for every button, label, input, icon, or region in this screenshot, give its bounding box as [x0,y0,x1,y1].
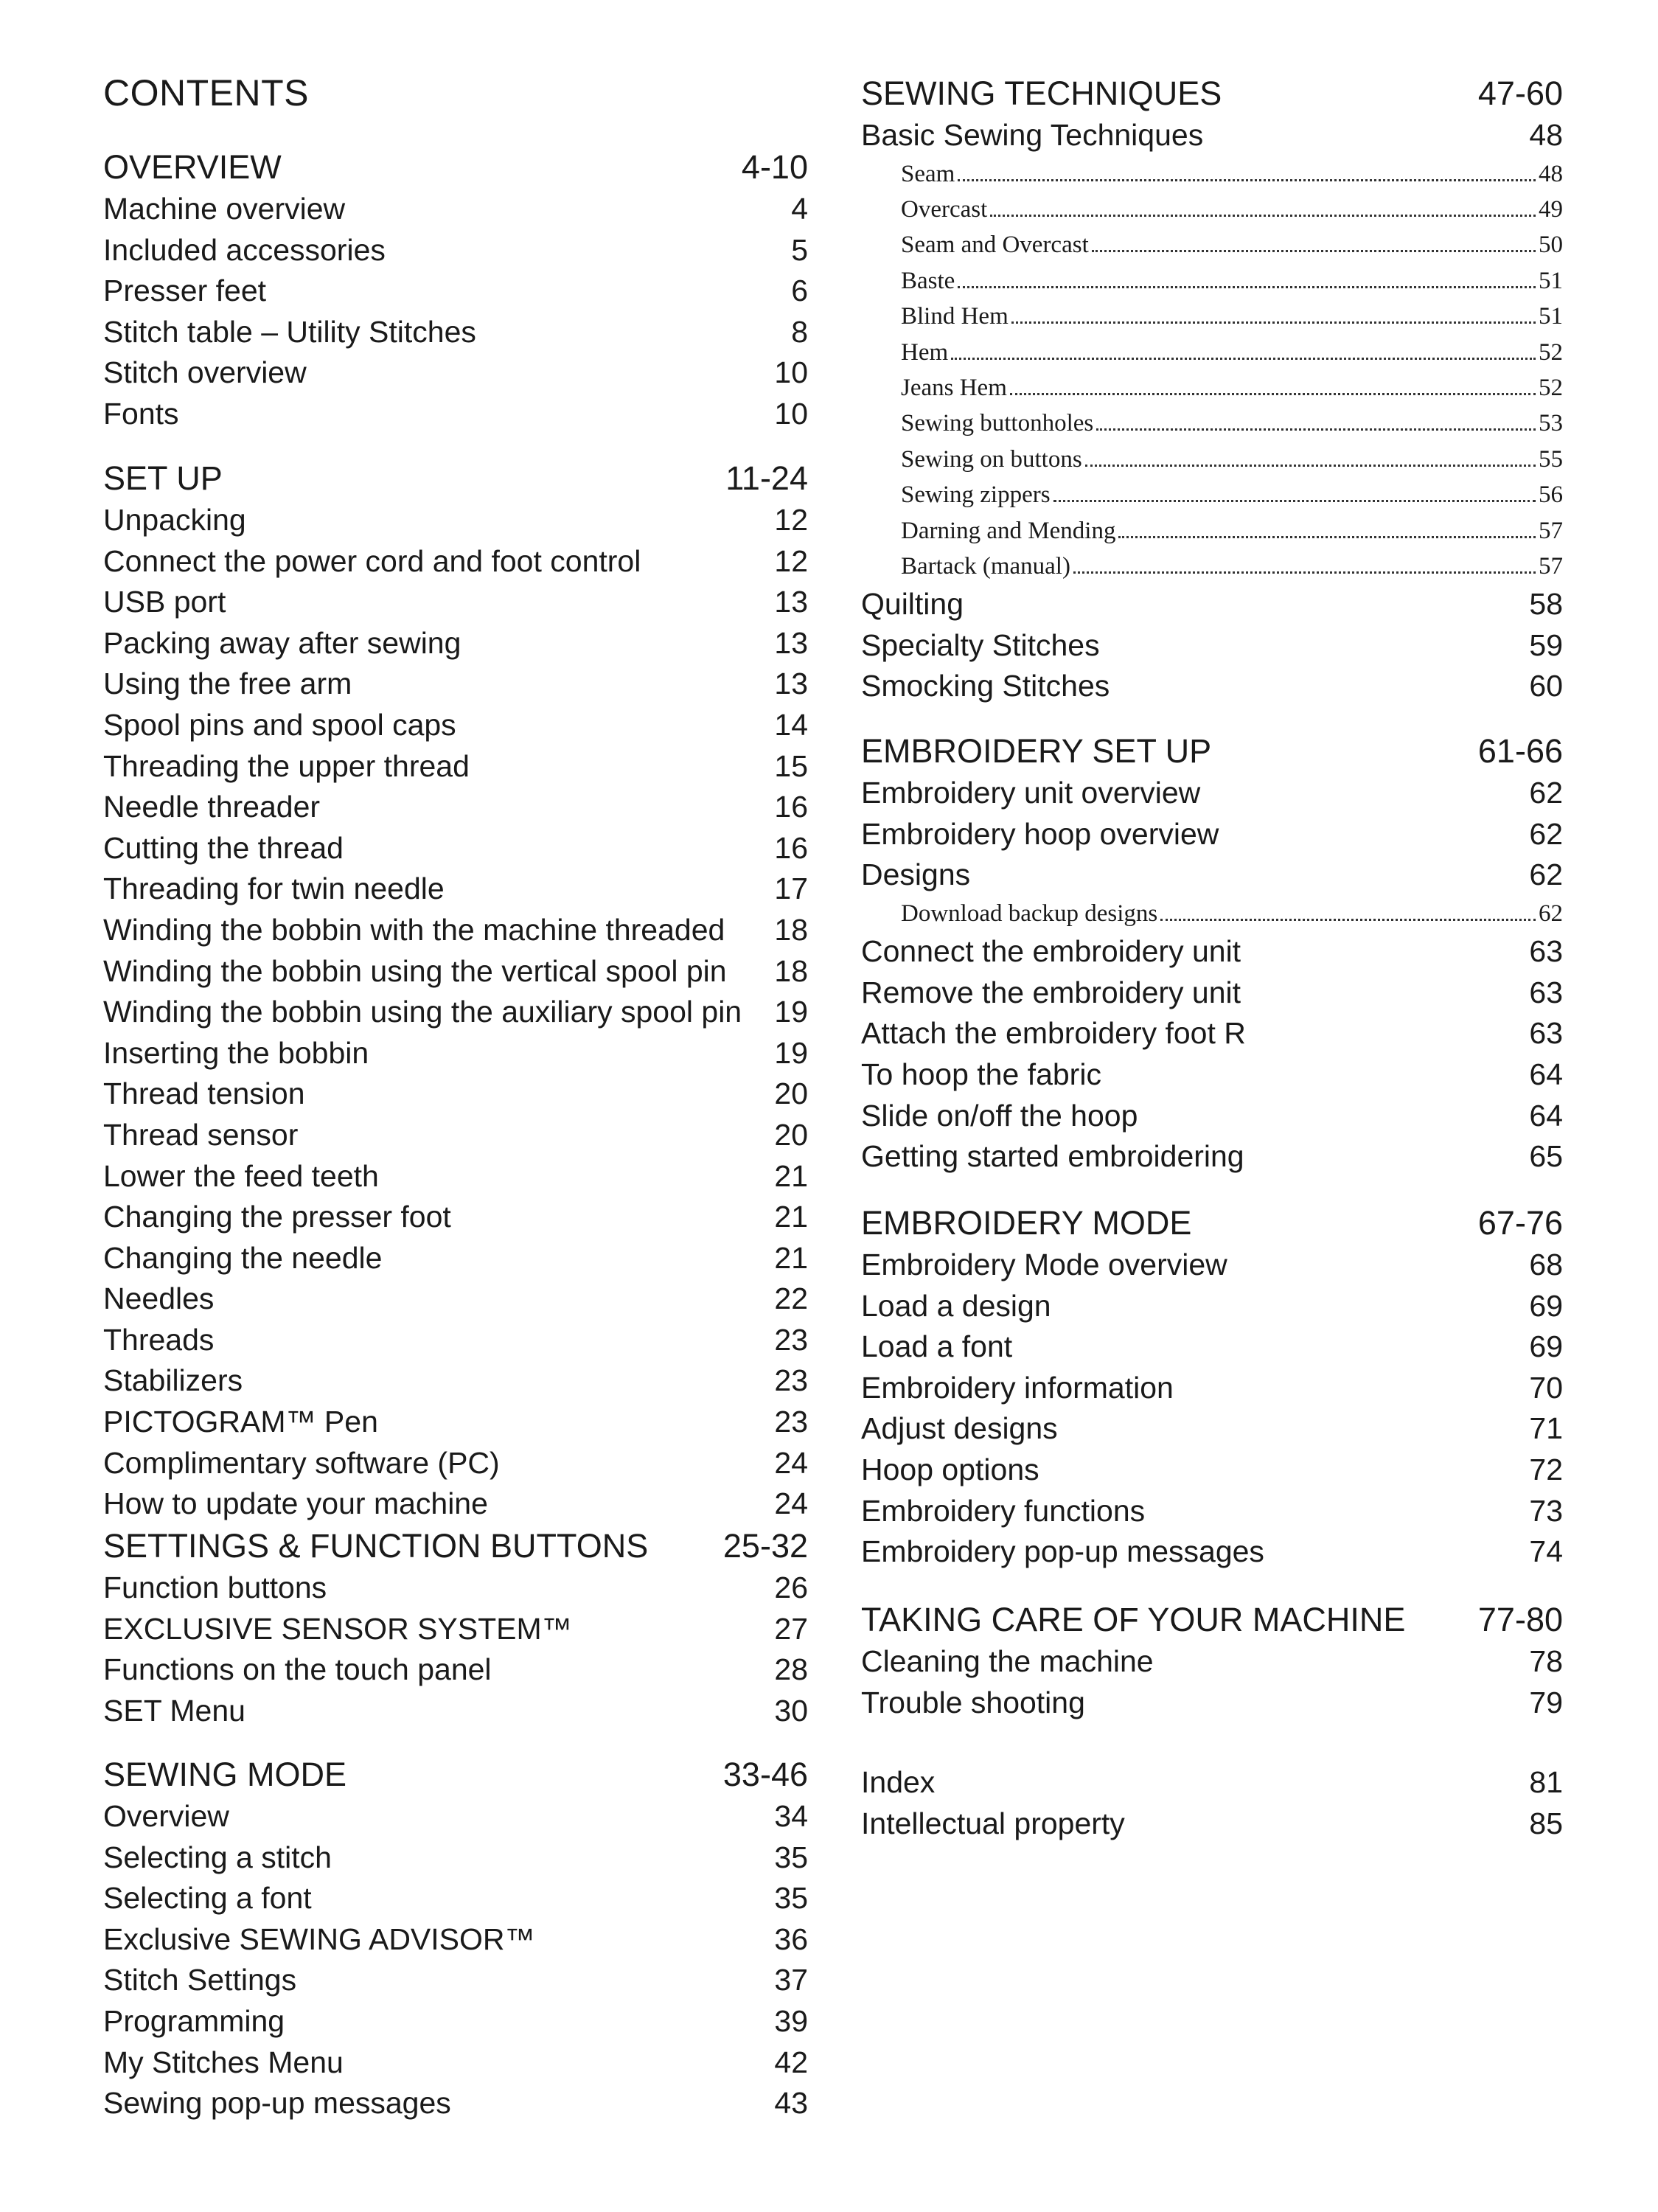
entry-label: Connect the embroidery unit [861,934,1241,969]
entry-label: Embroidery pop-up messages [861,1534,1264,1569]
toc-section [861,1202,1563,1573]
toc-entry[interactable] [861,1326,1563,1368]
toc-entry[interactable] [861,1491,1563,1532]
entry-label: EXCLUSIVE SENSOR SYSTEM™ [103,1611,572,1646]
entry-page-number: 64 [1529,1098,1563,1133]
entry-label: Cleaning the machine [861,1644,1154,1678]
toc-entry[interactable] [103,1960,808,2001]
entry-label: PICTOGRAM™ Pen [103,1405,378,1439]
entry-page-number: 65 [1529,1139,1563,1174]
toc-entry[interactable] [103,1156,808,1197]
toc-entry[interactable] [103,1074,808,1115]
entry-label: Smocking Stitches [861,669,1110,703]
toc-entry[interactable] [103,910,808,951]
subentry-label: Bartack (manual) [901,552,1070,580]
toc-entry[interactable] [103,2001,808,2042]
entry-label: Unpacking [103,503,246,537]
dot-leader [990,215,1536,217]
entry-page-number: 24 [774,1445,808,1480]
subentry-page-number: 50 [1539,232,1563,259]
toc-entry[interactable] [861,1368,1563,1409]
entry-page-number: 78 [1529,1644,1563,1678]
entry-page-number: 81 [1529,1765,1563,1799]
subentry-page-number: 53 [1539,410,1563,437]
entry-page-number: 62 [1529,776,1563,810]
toc-entry[interactable] [861,1286,1563,1327]
entry-label: Threading for twin needle [103,872,445,906]
toc-entry[interactable] [103,1919,808,1961]
toc-entry[interactable] [103,1238,808,1279]
toc-entry[interactable] [861,855,1563,896]
entry-label: Programming [103,2003,285,2038]
entry-label: Function buttons [103,1571,327,1604]
entry-label: Winding the bobbin using the vertical spool pin [103,953,727,988]
entry-page-number: 63 [1529,934,1563,969]
entry-label: Quilting [861,587,964,622]
entry-page-number: 23 [774,1405,808,1439]
toc-entry[interactable] [103,1649,808,1691]
toc-entry[interactable] [861,1054,1563,1096]
subentry-label: Hem [901,338,949,366]
toc-section [103,146,808,435]
entry-page-number: 79 [1529,1685,1563,1719]
entry-label: Complimentary software (PC) [103,1445,500,1480]
entry-label: Basic Sewing Techniques [861,118,1204,152]
dot-leader [958,286,1536,288]
entry-label: Fonts [103,396,179,431]
subentry-page-number: 55 [1539,445,1563,473]
entry-label: Exclusive SEWING ADVISOR™ [103,1921,535,1956]
dot-leader [1096,428,1536,431]
subentry-page-number: 56 [1539,481,1563,509]
entry-page-number: 63 [1529,975,1563,1009]
entry-page-number: 21 [774,1158,808,1193]
entry-page-number: 4 [791,192,808,226]
entry-page-number: 47-60 [1477,74,1563,112]
entry-label: Designs [861,858,971,892]
entry-label: SET Menu [103,1693,245,1728]
entry-page-number: 15 [774,748,808,783]
toc-entry[interactable] [103,352,808,394]
entry-label: Needle threader [103,790,321,824]
entry-label: How to update your machine [103,1486,488,1521]
subentry-page-number: 51 [1539,303,1563,330]
toc-entry[interactable] [861,973,1563,1014]
toc-entry[interactable] [861,1450,1563,1491]
toc-entry[interactable] [103,787,808,828]
entry-page-number: 72 [1529,1452,1563,1486]
entry-page-number: 16 [774,790,808,824]
toc-entry[interactable] [103,1878,808,1919]
entry-label: Embroidery hoop overview [861,816,1219,851]
subentry-label: Overcast [901,195,988,223]
entry-page-number: 25-32 [722,1527,808,1565]
entry-page-number: 43 [774,2086,808,2121]
toc-entry[interactable] [103,541,808,582]
entry-label: Winding the bobbin with the machine threaded [103,912,725,947]
toc-entry[interactable] [861,814,1563,855]
entry-page-number: 10 [774,355,808,390]
entry-page-number: 19 [774,995,808,1029]
entry-page-number: 68 [1529,1248,1563,1281]
entry-page-number: 58 [1529,587,1563,622]
subentry-label: Download backup designs [901,900,1158,927]
entry-label: Selecting a font [103,1881,312,1916]
entry-page-number: 18 [774,912,808,947]
entry-page-number: 60 [1529,669,1563,703]
entry-page-number: 11-24 [725,459,808,497]
entry-page-number: 8 [791,314,808,349]
entry-label: Load a design [861,1288,1051,1323]
entry-page-number: 74 [1529,1534,1563,1569]
entry-page-number: 64 [1529,1057,1563,1091]
entry-label: Remove the embroidery unit [861,975,1241,1009]
toc-entry[interactable] [103,1568,808,1609]
entry-label: EMBROIDERY SET UP [861,732,1212,770]
entry-page-number: 71 [1529,1411,1563,1446]
entry-page-number: 35 [774,1881,808,1916]
entry-label: Stitch table – Utility Stitches [103,314,476,349]
entry-label: Spool pins and spool caps [103,707,456,742]
toc-subentry[interactable] [901,227,1563,262]
entry-label: Connect the power cord and foot control [103,543,641,578]
section-heading[interactable] [103,1525,808,1568]
entry-label: Embroidery information [861,1370,1174,1405]
subentry-page-number: 52 [1539,374,1563,401]
entry-page-number: 6 [791,274,808,308]
toc-subentry[interactable] [901,192,1563,227]
toc-entry[interactable] [861,666,1563,707]
entry-page-number: 10 [774,396,808,431]
toc-entry[interactable] [861,115,1563,156]
entry-page-number: 12 [774,503,808,537]
entry-page-number: 21 [774,1240,808,1275]
entry-page-number: 28 [774,1652,808,1687]
toc-entry[interactable] [103,1609,808,1650]
toc-entry[interactable] [861,1804,1563,1845]
toc-entry[interactable] [103,992,808,1033]
entry-page-number: 27 [774,1611,808,1646]
toc-subentry[interactable] [901,477,1563,512]
toc-entry[interactable] [861,1683,1563,1724]
entry-page-number: 62 [1529,816,1563,851]
entry-page-number: 23 [774,1322,808,1357]
entry-page-number: 19 [774,1035,808,1070]
toc-entry[interactable] [103,1197,808,1238]
subentry-page-number: 51 [1539,267,1563,294]
toc-entry[interactable] [103,951,808,992]
toc-subentry[interactable] [901,442,1563,477]
entry-label: Included accessories [103,232,386,267]
dot-leader [958,179,1536,181]
toc-section [861,72,1563,707]
toc-entry[interactable] [861,773,1563,814]
back-matter [861,1762,1563,1844]
entry-label: Threads [103,1322,215,1357]
entry-page-number: 24 [774,1486,808,1521]
toc-entry[interactable] [103,312,808,353]
entry-label: Thread tension [103,1077,305,1111]
toc-entry[interactable] [103,828,808,869]
entry-label: My Stitches Menu [103,2045,344,2079]
dot-leader [1118,536,1536,538]
entry-page-number: 22 [774,1281,808,1316]
entry-label: Embroidery Mode overview [861,1248,1227,1281]
toc-entry[interactable] [103,230,808,271]
subentry-label: Sewing buttonholes [901,410,1094,437]
toc-subentry[interactable] [901,335,1563,370]
entry-label: Index [861,1765,936,1799]
toc-subentry[interactable] [901,299,1563,334]
toc-entry[interactable] [103,746,808,787]
entry-label: Machine overview [103,192,346,226]
subentry-page-number: 52 [1539,338,1563,366]
entry-label: Trouble shooting [861,1685,1085,1719]
toc-entry[interactable] [103,1796,808,1837]
section-heading[interactable] [103,457,808,500]
entry-page-number: 67-76 [1477,1204,1563,1242]
dot-leader [1085,465,1536,467]
entry-label: Using the free arm [103,667,352,701]
entry-page-number: 13 [774,667,808,701]
entry-label: Adjust designs [861,1411,1058,1446]
entry-label: SET UP [103,459,223,497]
entry-page-number: 34 [774,1799,808,1833]
toc-entry[interactable] [861,1531,1563,1573]
entry-label: Slide on/off the hoop [861,1098,1138,1133]
entry-page-number: 16 [774,830,808,865]
entry-label: USB port [103,585,226,619]
entry-label: Embroidery unit overview [861,776,1201,810]
section-heading[interactable] [861,730,1563,773]
toc-section [103,457,808,1525]
toc-entry[interactable] [103,1691,808,1732]
entry-label: Selecting a stitch [103,1840,332,1874]
entry-page-number: 70 [1529,1370,1563,1405]
entry-page-number: 61-66 [1477,732,1563,770]
entry-label: Stitch overview [103,355,307,390]
entry-page-number: 13 [774,625,808,660]
dot-leader [1053,500,1536,502]
entry-page-number: 17 [774,872,808,906]
section-heading[interactable] [861,1202,1563,1245]
toc-entry[interactable] [103,582,808,623]
entry-label: Changing the presser foot [103,1200,451,1234]
toc-entry[interactable] [103,1320,808,1361]
subentry-page-number: 49 [1539,195,1563,223]
entry-page-number: 36 [774,1921,808,1956]
entry-label: SEWING MODE [103,1756,347,1793]
entry-label: Intellectual property [861,1806,1125,1840]
entry-page-number: 77-80 [1477,1601,1563,1638]
entry-label: Attach the embroidery foot R [861,1016,1246,1051]
entry-page-number: 63 [1529,1016,1563,1051]
toc-entry[interactable] [103,1115,808,1156]
toc-entry[interactable] [103,1484,808,1525]
entry-label: Load a font [861,1329,1013,1364]
toc-section [103,1525,808,1731]
toc-section [861,730,1563,1178]
entry-label: Specialty Stitches [861,627,1100,662]
toc-subentry[interactable] [901,263,1563,299]
entry-page-number: 48 [1529,118,1563,152]
entry-page-number: 62 [1529,858,1563,892]
entry-label: SETTINGS & FUNCTION BUTTONS [103,1527,649,1565]
toc-section [103,1753,808,2124]
toc-entry[interactable] [103,2042,808,2084]
subentry-label: Sewing zippers [901,481,1051,509]
toc-entry[interactable] [861,931,1563,973]
dot-leader [951,358,1536,360]
entry-label: Hoop options [861,1452,1039,1486]
dot-leader [1092,250,1536,252]
entry-label: Lower the feed teeth [103,1158,379,1193]
subentry-page-number: 62 [1539,900,1563,927]
entry-label: OVERVIEW [103,148,282,186]
entry-label: Changing the needle [103,1240,383,1275]
entry-page-number: 23 [774,1363,808,1398]
toc-entry[interactable] [861,1013,1563,1054]
toc-subentry[interactable] [901,513,1563,549]
toc-entry[interactable] [861,1096,1563,1137]
subentry-page-number: 57 [1539,517,1563,544]
toc-section [861,1599,1563,1723]
entry-label: Needles [103,1281,215,1316]
toc-entry[interactable] [103,705,808,746]
entry-page-number: 39 [774,2003,808,2038]
toc-entry[interactable] [103,869,808,910]
toc-subentry[interactable] [901,156,1563,192]
entry-page-number: 21 [774,1200,808,1234]
toc-entry[interactable] [103,2083,808,2124]
toc-subentry[interactable] [901,549,1563,584]
entry-label: Stitch Settings [103,1963,297,1997]
toc-subentry[interactable] [901,896,1563,931]
toc-entry[interactable] [861,1641,1563,1683]
toc-entry[interactable] [103,500,808,541]
section-heading[interactable] [103,146,808,189]
entry-label: Sewing pop-up messages [103,2086,451,2121]
entry-label: Getting started embroidering [861,1139,1244,1174]
entry-page-number: 13 [774,585,808,619]
subentry-label: Seam and Overcast [901,232,1089,259]
entry-label: Stabilizers [103,1363,243,1398]
dot-leader [1073,571,1536,574]
toc-subentry[interactable] [901,406,1563,441]
toc-entry[interactable] [103,1443,808,1484]
entry-page-number: 37 [774,1963,808,1997]
entry-label: Winding the bobbin using the auxiliary spool pin [103,995,742,1029]
entry-page-number: 4-10 [741,148,808,186]
toc-entry[interactable] [103,623,808,664]
entry-page-number: 5 [791,232,808,267]
toc-entry[interactable] [861,625,1563,667]
section-heading[interactable] [861,1599,1563,1641]
entry-label: Functions on the touch panel [103,1652,492,1687]
entry-page-number: 42 [774,2045,808,2079]
toc-entry[interactable] [103,1837,808,1879]
entry-label: Overview [103,1799,229,1833]
dot-leader [1010,393,1536,395]
entry-page-number: 69 [1529,1288,1563,1323]
entry-page-number: 85 [1529,1806,1563,1840]
toc-entry[interactable] [861,1136,1563,1178]
entry-label: To hoop the fabric [861,1057,1101,1091]
entry-label: Inserting the bobbin [103,1035,369,1070]
toc-entry[interactable] [861,584,1563,625]
entry-label: TAKING CARE OF YOUR MACHINE [861,1601,1406,1638]
subentry-label: Jeans Hem [901,374,1007,401]
entry-page-number: 73 [1529,1493,1563,1528]
entry-page-number: 20 [774,1077,808,1111]
subentry-label: Darning and Mending [901,517,1116,544]
entry-label: Embroidery functions [861,1493,1146,1528]
entry-label: Threading the upper thread [103,748,470,783]
subentry-label: Blind Hem [901,303,1009,330]
toc-entry[interactable] [103,1360,808,1402]
entry-page-number: 26 [774,1571,808,1604]
toc-entry[interactable] [861,1245,1563,1286]
dot-leader [1011,321,1536,324]
entry-page-number: 59 [1529,627,1563,662]
subentry-label: Sewing on buttons [901,445,1082,473]
toc-entry[interactable] [103,1402,808,1443]
toc-entry[interactable] [103,189,808,230]
section-heading[interactable] [861,72,1563,115]
entry-page-number: 20 [774,1117,808,1152]
entry-page-number: 33-46 [722,1756,808,1793]
toc-entry[interactable] [103,1279,808,1320]
toc-entry[interactable] [861,1408,1563,1450]
entry-page-number: 12 [774,543,808,578]
entry-page-number: 30 [774,1693,808,1728]
toc-entry[interactable] [103,394,808,435]
entry-label: Thread sensor [103,1117,299,1152]
entry-label: Presser feet [103,274,267,308]
toc-entry[interactable] [861,1762,1563,1804]
entry-label: SEWING TECHNIQUES [861,74,1222,112]
subentry-label: Baste [901,267,955,294]
entry-page-number: 35 [774,1840,808,1874]
entry-label: Cutting the thread [103,830,344,865]
toc-entry[interactable] [103,1033,808,1074]
entry-page-number: 69 [1529,1329,1563,1364]
dot-leader [1160,919,1536,921]
subentry-page-number: 48 [1539,160,1563,187]
entry-page-number: 18 [774,953,808,988]
entry-page-number: 14 [774,707,808,742]
toc-subentry[interactable] [901,370,1563,406]
page-title: CONTENTS [103,72,309,114]
toc-entry[interactable] [103,664,808,705]
entry-label: Packing away after sewing [103,625,461,660]
entry-label: EMBROIDERY MODE [861,1204,1192,1242]
toc-entry[interactable] [103,271,808,312]
subentry-label: Seam [901,160,955,187]
section-heading[interactable] [103,1753,808,1796]
subentry-page-number: 57 [1539,552,1563,580]
